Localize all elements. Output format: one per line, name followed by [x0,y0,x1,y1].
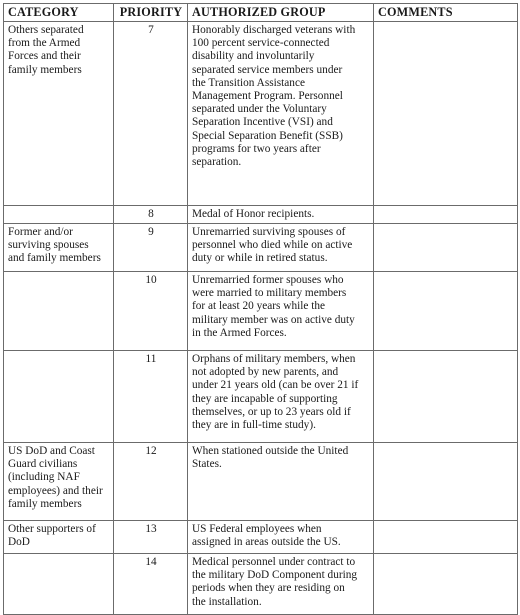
category-cell [4,272,114,351]
authorized-group-cell [188,272,374,351]
table-row [4,443,518,521]
category-text: US DoD and Coast Guard civilians (including NAF employees) and their family members [8,445,103,510]
comments-cell [374,206,518,224]
authorized-group-cell [188,554,374,615]
category-cell [4,443,114,521]
priority-cell: 10 [114,272,188,351]
header-row [4,4,518,22]
category-cell [4,351,114,443]
table-row [4,272,518,351]
table-row [4,206,518,224]
priority-cell: 8 [114,206,188,224]
category-cell [4,554,114,615]
comments-cell [374,443,518,521]
table-row [4,351,518,443]
table-row [4,22,518,206]
authorized-group-cell [188,443,374,521]
priority-cell: 9 [114,224,188,272]
priority-cell: 13 [114,521,188,554]
category-cell [4,521,114,554]
authorized-group-text: Orphans of military members, when not adopted by new parents, and under 21 years old (can be over 21 if they are incapable of supporting themselves, or up to 23 years old if they are in full-time study). [192,353,359,432]
comments-cell [374,554,518,615]
header-priority: PRIORITY [114,4,188,22]
comments-cell [374,22,518,206]
category-cell [4,206,114,224]
authorized-group-text: Medical personnel under contract to the military DoD Component during periods when they are residing on the installation. [192,556,358,608]
table-row [4,554,518,615]
authorized-group-text: When stationed outside the United States. [192,445,349,471]
authorized-group-text: US Federal employees when assigned in areas outside the US. [192,523,341,549]
comments-cell [374,224,518,272]
comments-cell [374,521,518,554]
priority-cell: 14 [114,554,188,615]
table-row [4,521,518,554]
authorized-group-text: Unremarried surviving spouses of personnel who died while on active duty or while in retired status. [192,226,353,265]
authorized-group-text: Unremarried former spouses who were married to military members for at least 20 years while the military member was on active duty in the Armed Forces. [192,274,355,339]
table-row [4,224,518,272]
category-cell [4,224,114,272]
category-text: Former and/or surviving spouses and family members [8,226,101,265]
priority-table [3,3,518,615]
header-category: CATEGORY [4,4,114,22]
comments-cell [374,351,518,443]
category-text: Other supporters of DoD [8,523,96,549]
authorized-group-cell [188,206,374,224]
header-authorized-group: AUTHORIZED GROUP [188,4,374,22]
authorized-group-text: Medal of Honor recipients. [192,208,315,220]
authorized-group-text: Honorably discharged veterans with 100 percent service-connected disability and involuntarily separated service members under the Transition Assistance Management Program. Personnel separated under the Voluntary Separation Incentive (VSI) and Special Separation Benefit (SSB) programs for two years after separation. [192,24,356,169]
header-comments: COMMENTS [374,4,518,22]
priority-cell: 12 [114,443,188,521]
authorized-group-cell [188,224,374,272]
priority-cell: 7 [114,22,188,206]
category-text: Others separated from the Armed Forces and their family members [8,24,84,76]
category-cell [4,22,114,206]
priority-cell: 11 [114,351,188,443]
authorized-group-cell [188,521,374,554]
authorized-group-cell [188,351,374,443]
comments-cell [374,272,518,351]
authorized-group-cell [188,22,374,206]
